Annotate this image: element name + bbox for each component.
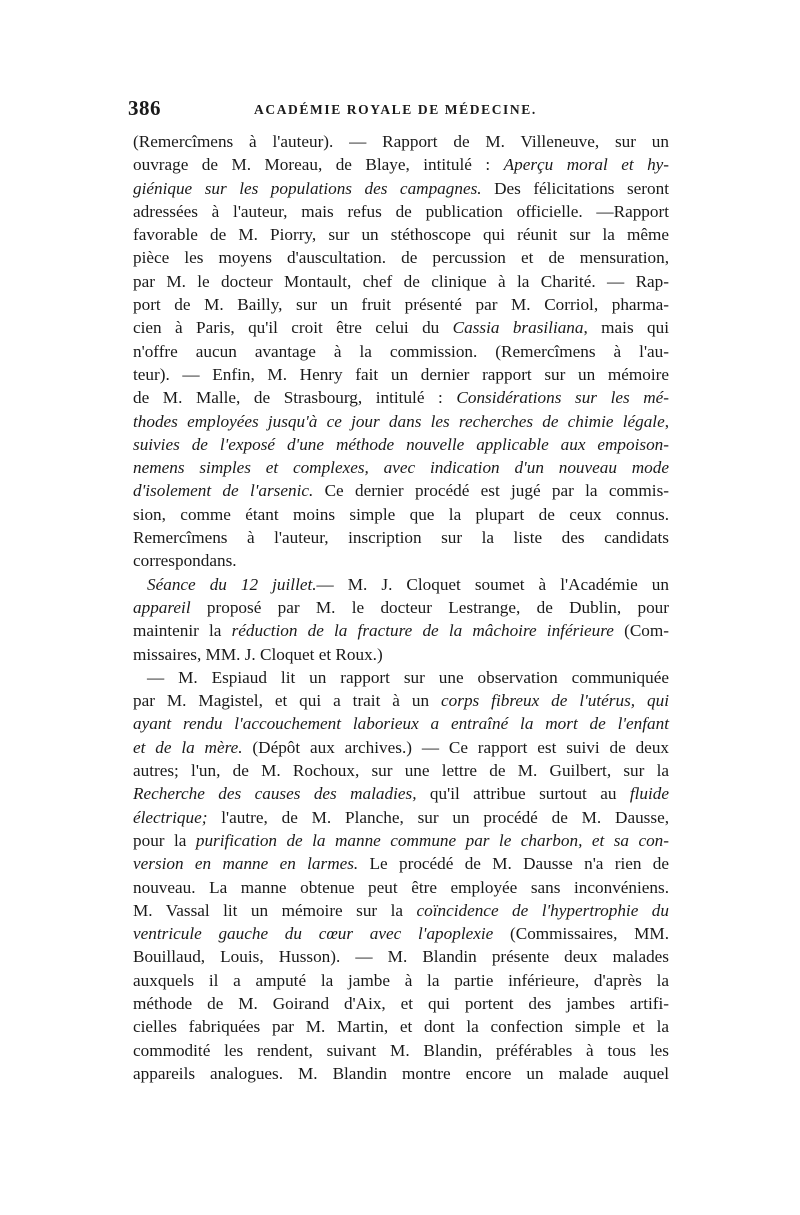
text-segment: favorable de M. Piorry, sur un stéthoscope qui réunit sur la même — [133, 225, 669, 245]
text-segment: proposé par M. le docteur Lestrange, de Dublin, pour — [190, 597, 669, 617]
text-line — [133, 1039, 669, 1062]
italic-text: Aperçu moral et hy- — [503, 155, 670, 175]
text-segment: Le procédé de M. Dausse n'a rien de — [358, 854, 669, 874]
text-segment: (Remercîmens à l'auteur). — Rapport de M. Villeneuve, sur un — [133, 132, 669, 151]
text-segment: — M. J. Cloquet soumet à l'Académie un — [316, 574, 669, 594]
text-segment: Des félicitations seront — [481, 178, 669, 198]
text-segment: missaires, MM. J. Cloquet et Roux.) — [133, 644, 383, 664]
text-segment: , — [664, 411, 669, 431]
text-segment: (Dépôt aux archives.) — Ce rapport est suivi de deux — [242, 737, 670, 757]
text-segment: méthode de M. Goirand d'Aix, et qui portent des jambes artifi- — [133, 993, 669, 1013]
text-line — [133, 922, 669, 945]
text-line — [133, 643, 669, 666]
text-line — [133, 456, 669, 479]
text-segment: nouveau. La manne obtenue peut être employée sans inconvéniens. — [133, 877, 669, 897]
page-number: 386 — [128, 96, 161, 120]
text-segment: qu'il attribue surtout au — [416, 784, 630, 804]
text-line — [133, 246, 669, 269]
page-header — [128, 96, 668, 124]
text-line — [133, 340, 669, 363]
text-segment: par M. Magistel, et qui a trait à un — [133, 691, 442, 711]
text-segment: cielles fabriquées par M. Martin, et dont la confection simple et la — [133, 1017, 669, 1037]
text-line — [133, 526, 669, 549]
text-line — [133, 223, 669, 246]
text-line — [133, 433, 669, 456]
running-head: ACADÉMIE ROYALE DE MÉDECINE. — [254, 102, 537, 117]
text-segment: pièce les moyens d'auscultation. de percussion et de mensuration, — [133, 248, 669, 268]
text-segment: pour la — [133, 830, 196, 850]
text-line — [133, 945, 669, 968]
text-segment: (Com- — [613, 621, 669, 641]
text-line — [133, 806, 669, 829]
text-segment: adressées à l'auteur, mais refus de publication officielle. —Rapport — [133, 201, 669, 221]
text-segment: l'autre, de M. Planche, sur un procédé de M. Dausse, — [207, 807, 669, 827]
italic-text: Séance du 12 juillet. — [147, 574, 317, 594]
text-line — [133, 130, 669, 153]
text-line — [133, 1015, 669, 1038]
text-line — [133, 596, 669, 619]
text-line — [133, 1062, 669, 1085]
text-line — [133, 969, 669, 992]
italic-text: réduction de la fracture de la mâchoire inférieure — [231, 621, 614, 641]
text-segment: Bouillaud, Louis, Husson). — M. Blandin présente deux malades — [133, 947, 669, 967]
italic-text: thodes employées jusqu'à ce jour dans les recherches de chimie légale — [133, 411, 665, 431]
text-segment: autres; l'un, de M. Rochoux, sur une lettre de M. Guilbert, sur la — [133, 761, 669, 781]
text-line — [133, 293, 669, 316]
text-line — [133, 736, 669, 759]
italic-text: Considérations sur les mé- — [456, 388, 669, 408]
italic-text: et de la mère. — [133, 737, 243, 757]
italic-text: coïncidence de l'hypertrophie du — [416, 900, 669, 920]
italic-text: d'isolement de l'arsenic. — [133, 481, 314, 501]
text-line — [133, 759, 669, 782]
text-line — [133, 619, 669, 642]
italic-text: appareil — [133, 597, 191, 617]
text-segment: correspondans. — [133, 551, 237, 571]
text-segment: sion, comme étant moins simple que la plupart de ceux connus. — [133, 504, 669, 524]
text-segment: cien à Paris, qu'il croit être celui du — [133, 318, 453, 338]
text-line — [133, 410, 669, 433]
text-segment: appareils analogues. M. Blandin montre encore un malade auquel — [133, 1063, 669, 1083]
text-line — [133, 153, 669, 176]
text-line — [133, 316, 669, 339]
text-line — [133, 270, 669, 293]
body-text — [133, 130, 669, 1085]
italic-text: suivies de l'exposé d'une méthode nouvelle applicable aux empoison- — [133, 434, 669, 454]
text-segment: maintenir la — [133, 621, 232, 641]
text-line — [133, 782, 669, 805]
text-segment: ouvrage de M. Moreau, de Blaye, intitulé : — [133, 155, 504, 175]
text-segment: port de M. Bailly, sur un fruit présenté par M. Corriol, pharma- — [133, 295, 669, 315]
text-segment: — M. Espiaud lit un rapport sur une observation communiquée — [147, 667, 669, 687]
text-line — [133, 829, 669, 852]
text-line — [133, 852, 669, 875]
italic-text: corps fibreux de l'utérus, qui — [441, 691, 669, 711]
text-line — [133, 899, 669, 922]
text-line — [133, 177, 669, 200]
text-line — [133, 503, 669, 526]
italic-text: purification de la manne commune par le charbon, et sa con- — [195, 830, 669, 850]
text-segment: teur). — Enfin, M. Henry fait un dernier rapport sur un mémoire — [133, 364, 669, 384]
text-segment: auxquels il a amputé la jambe à la partie inférieure, d'après la — [133, 970, 669, 990]
text-line — [133, 363, 669, 386]
text-segment: Remercîmens à l'auteur, inscription sur la liste des candidats — [133, 528, 669, 548]
italic-text: électrique; — [133, 807, 208, 827]
italic-text: Cassia brasiliana — [452, 318, 584, 338]
text-segment: de M. Malle, de Strasbourg, intitulé : — [133, 388, 457, 408]
text-segment: n'offre aucun avantage à la commission. (Remercîmens à l'au- — [133, 341, 669, 361]
text-segment: par M. le docteur Montault, chef de clinique à la Charité. — Rap- — [133, 271, 669, 291]
text-line — [133, 200, 669, 223]
text-line — [133, 479, 669, 502]
text-line — [133, 666, 669, 689]
italic-text: fluide — [629, 784, 669, 804]
text-segment: M. Vassal lit un mémoire sur la — [133, 900, 417, 920]
text-segment: commodité les rendent, suivant M. Blandin, préférables à tous les — [133, 1040, 669, 1060]
italic-text: ayant rendu l'accouchement laborieux a entraîné la mort de l'enfant — [133, 714, 669, 734]
text-segment: Ce dernier procédé est jugé par la commis- — [313, 481, 669, 501]
italic-text: version en manne en larmes. — [133, 854, 359, 874]
text-line — [133, 876, 669, 899]
italic-text: giénique sur les populations des campagnes. — [133, 178, 482, 198]
text-line — [133, 992, 669, 1015]
text-line — [133, 573, 669, 596]
italic-text: Recherche des causes des maladies, — [133, 784, 417, 804]
italic-text: ventricule gauche du cœur avec l'apoplexie — [133, 924, 494, 944]
text-line — [133, 549, 669, 572]
text-segment: , mais qui — [583, 318, 669, 338]
text-line — [133, 712, 669, 735]
text-line — [133, 386, 669, 409]
italic-text: nemens simples et complexes, avec indication d'un nouveau mode — [133, 458, 669, 478]
text-segment: (Commissaires, MM. — [493, 924, 670, 944]
text-line — [133, 689, 669, 712]
